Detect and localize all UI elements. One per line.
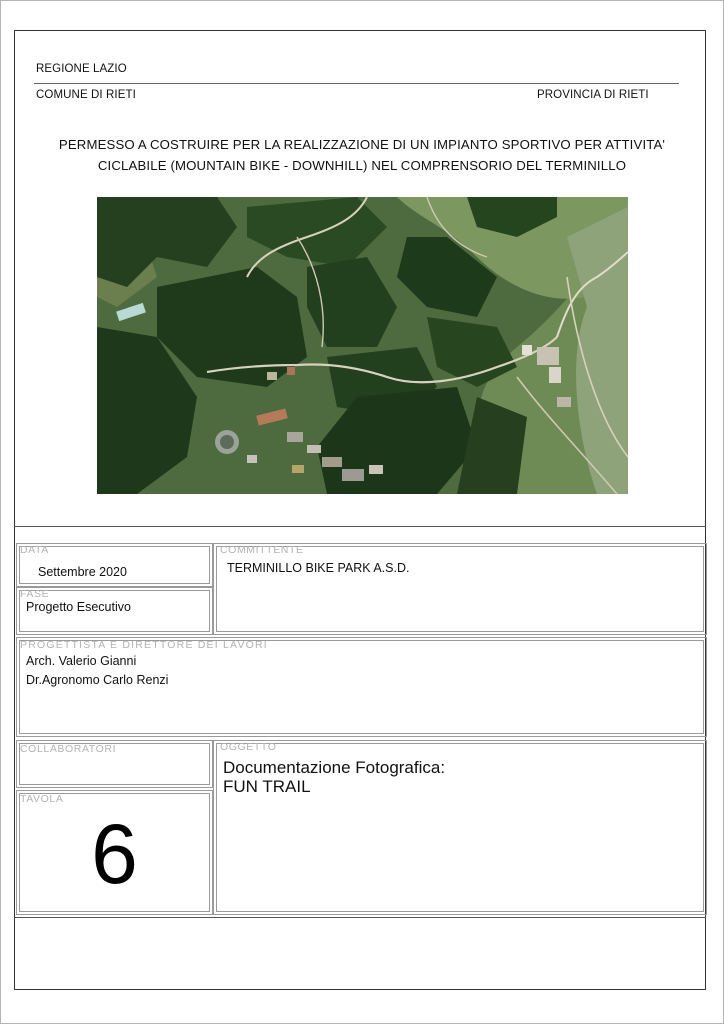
committente-box xyxy=(216,546,704,632)
fase-value: Progetto Esecutivo xyxy=(26,600,131,614)
oggetto-caption: OGGETTO xyxy=(220,741,277,753)
title-block-bottom-divider xyxy=(14,917,706,918)
title-block-top-divider xyxy=(14,526,706,527)
comune-label: COMUNE DI RIETI xyxy=(36,89,136,101)
committente-caption: COMMITTENTE xyxy=(220,544,304,556)
project-title-line-2: CICLABILE (MOUNTAIN BIKE - DOWNHILL) NEL COMPRENSORIO DEL TERMINILLO xyxy=(97,158,627,173)
data-value: Settembre 2020 xyxy=(38,565,127,579)
progettista-name-2: Dr.Agronomo Carlo Renzi xyxy=(26,673,169,687)
header-divider xyxy=(34,83,679,84)
provincia-label: PROVINCIA DI RIETI xyxy=(537,89,649,101)
tavola-number: 6 xyxy=(91,807,138,901)
tavola-caption: TAVOLA xyxy=(20,793,64,805)
region-label: REGIONE LAZIO xyxy=(36,63,127,75)
progettista-name-1: Arch. Valerio Gianni xyxy=(26,654,137,668)
progettista-caption: PROGETTISTA E DIRETTORE DEI LAVORI xyxy=(20,639,268,651)
project-title xyxy=(20,134,704,176)
oggetto-line-1: Documentazione Fotografica: xyxy=(223,758,446,777)
aerial-photo xyxy=(97,197,628,494)
aerial-photo-icon xyxy=(97,197,628,494)
committente-value: TERMINILLO BIKE PARK A.S.D. xyxy=(227,561,410,575)
fase-caption: FASE xyxy=(20,588,50,600)
data-caption: DATA xyxy=(20,544,49,556)
collaboratori-caption: COLLABORATORI xyxy=(20,743,117,755)
oggetto-line-2: FUN TRAIL xyxy=(223,777,311,796)
project-title-line-1: PERMESSO A COSTRUIRE PER LA REALIZZAZIONE DI UN IMPIANTO SPORTIVO PER ATTIVITA' xyxy=(58,137,666,152)
